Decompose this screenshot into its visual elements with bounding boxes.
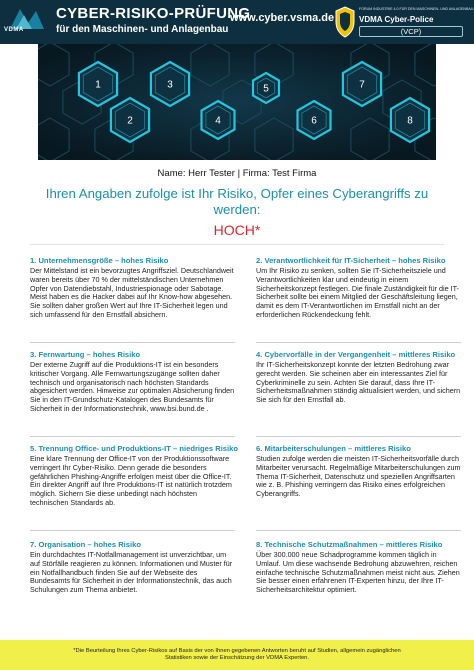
hexagon-label: 7 [359,79,365,91]
card-body: Studien zufolge werden die meisten IT-Sicherheitsvorfälle durch Mitarbeiter verursacht. Regelmäßige Mitarbeiterschulungen zum Thema IT-Sicherheit, Datenschutz und speziellen Angriffsarten wie z. B. Phishing verringern das Risiko eines erfolgreichen Cyberangriffs. [256,454,461,499]
card-body: Über 300.000 neue Schadprogramme kommen täglich in Umlauf. Um diese wachsende Bedrohung abzuwehren, reichen einfache technische Schutzmaßnahmen meist nicht aus. Ziehen Sie besser einen erfahrenen IT-Experten hinzu, der Ihre IT-Sicherheitsarchitektur optimiert. [256,550,460,595]
card-trennung [30,444,239,508]
card-separator [30,436,235,437]
card-separator [30,530,235,531]
card-separator [30,342,235,343]
page-title: CYBER-RISIKO-PRÜFUNG [56,5,251,22]
card-title: 6. Mitarbeiterschulungen – mittleres Risiko [256,444,411,453]
card-separator [256,342,461,343]
card-title: 2. Verantwortlichkeit für IT-Sicherheit – hohes Risiko [256,256,446,265]
footer-disclaimer [0,640,474,670]
vcp-forum-text: FORUM INDUSTRIE 4.0 FÜR DEN MASCHINEN- UND ANLAGENBAU [359,7,474,11]
hexagon-label: 6 [311,115,317,127]
card-title: 7. Organisation – hohes Risiko [30,540,141,549]
vdma-logo-icon [6,5,48,39]
card-body: Ein durchdachtes IT-Notfallmanagement ist unverzichtbar, um auf Störfälle reagieren zu können. Informationen und Muster für ein Notfallhandbuch finden Sie auf der Webseite des Bundesamts für Sicherheit in der Informationstechnik, das auch Schulungen zum Thema anbietet. [30,550,233,595]
card-body: Der externe Zugriff auf die Produktions-IT ist ein besonders kritischer Vorgang. Alle Fernwartungszugänge sollten daher technisch und organisatorisch nach höchsten Standards abgesichert werden. Hinweise zur optimalen Absicherung finden Sie in den IT-Grundschutz-Katalogen des Bundesamts für Sicherheit in der Informationstechnik, www.bsi.bund.de . [30,360,235,413]
card-cybervorfaelle [256,350,461,405]
card-body: Eine klare Trennung der Office-IT von der Produktionssoftware verringert Ihr Cyber-Risiko. Denn gerade die besonders gefährlichen Phishing-Angriffe erfolgen meist über die Office-IT. Ein direkter Angriff auf Ihre Produktions-IT ist natürlich trotzdem möglich. Sichern Sie diese unbedingt nach höchsten technischen Standards ab. [30,454,232,507]
card-title: 8. Technische Schutzmaßnahmen – mittleres Risiko [256,540,443,549]
name-line: Name: Herr Tester | Firma: Test Firma [157,168,317,179]
shield-icon [334,6,356,38]
vcp-logo [334,6,474,38]
header-url[interactable]: www.cyber.vsma.de [230,12,335,24]
card-unternehmensgroesse [30,256,235,320]
card-title: 3. Fernwartung – hohes Risiko [30,350,141,359]
hexagon-graphic [38,44,436,160]
footer-line: *Die Beurteilung Ihres Cyber-Risikos auf Basis der von Ihnen gegebenen Antworten beruht auf Studien, allgemein zugänglichen [73,648,401,654]
vcp-badge: (VCP) [359,26,463,37]
card-organisation [30,540,235,595]
card-body: Um Ihr Risiko zu senken, sollten Sie IT-Sicherheitsziele und Verantwortlichkeiten klar und eindeutig in einem Sicherheitskonzept festlegen. Die finale Zuständigkeit für die IT-Sicherheit sollte bei einem Mitglied der Geschäftsleitung liegen, damit es dem IT-Verantwortlichen im Ernstfall nicht an der erforderlichen Rückendeckung fehlt. [256,266,459,319]
vcp-brand: VDMA Cyber-Police [359,15,434,24]
result-headline: Ihren Angaben zufolge ist Ihr Risiko, Opfer eines Cyberangriffs zu werden: [45,186,429,217]
card-verantwortlichkeit [256,256,461,320]
divider [30,244,444,245]
hexagon-label: 8 [407,115,413,127]
hexagon-label: 2 [127,115,133,127]
header-bar [0,0,474,44]
footer-line: Statistiken sowie der Einschätzung der VDMA Experten. [164,655,310,661]
hexagon-label: 3 [167,79,173,91]
card-body: Ihr IT-Sicherheitskonzept konnte der letzten Bedrohung zwar gerecht werden. Sie scheinen aber ein interessantes Ziel für Cyberkriminelle zu sein. Achten Sie darauf, dass Ihre IT-Sicherheitsmaßnahmen ständig aktualisiert werden, und sichern Sie sich für den Ernstfall ab. [256,360,461,405]
hexagon-banner [38,44,436,160]
card-fernwartung [30,350,235,414]
logo-text: VDMA [4,27,24,33]
card-body: Der Mittelstand ist ein bevorzugtes Angriffsziel. Deutschlandweit waren bereits über 70 % der mittelständischen Unternehmen Opfer von Datendiebstahl, Industriespionage oder Sabotage. Meist haben es die Hacker dabei auf Ihr Know-how abgesehen. Sie sollten daher großen Wert auf Ihre IT-Sicherheit legen und sich umfassend für den Ernstfall absichern. [30,266,234,319]
card-title: 4. Cybervorfälle in der Vergangenheit – mittleres Risiko [256,350,456,359]
hexagon-label: 4 [215,115,221,127]
card-mitarbeiterschulungen [256,444,461,499]
card-title: 1. Unternehmensgröße – hohes Risiko [30,256,169,265]
card-schutzmassnahmen [256,540,461,595]
card-separator [256,436,461,437]
hexagon-label: 5 [263,83,269,95]
card-separator [256,530,461,531]
risk-level: HOCH* [213,222,261,238]
card-title: 5. Trennung Office- und Produktions-IT – niedriges Risiko [30,444,239,453]
page-subtitle: für den Maschinen- und Anlagenbau [56,24,229,35]
hexagon-label: 1 [95,79,101,91]
